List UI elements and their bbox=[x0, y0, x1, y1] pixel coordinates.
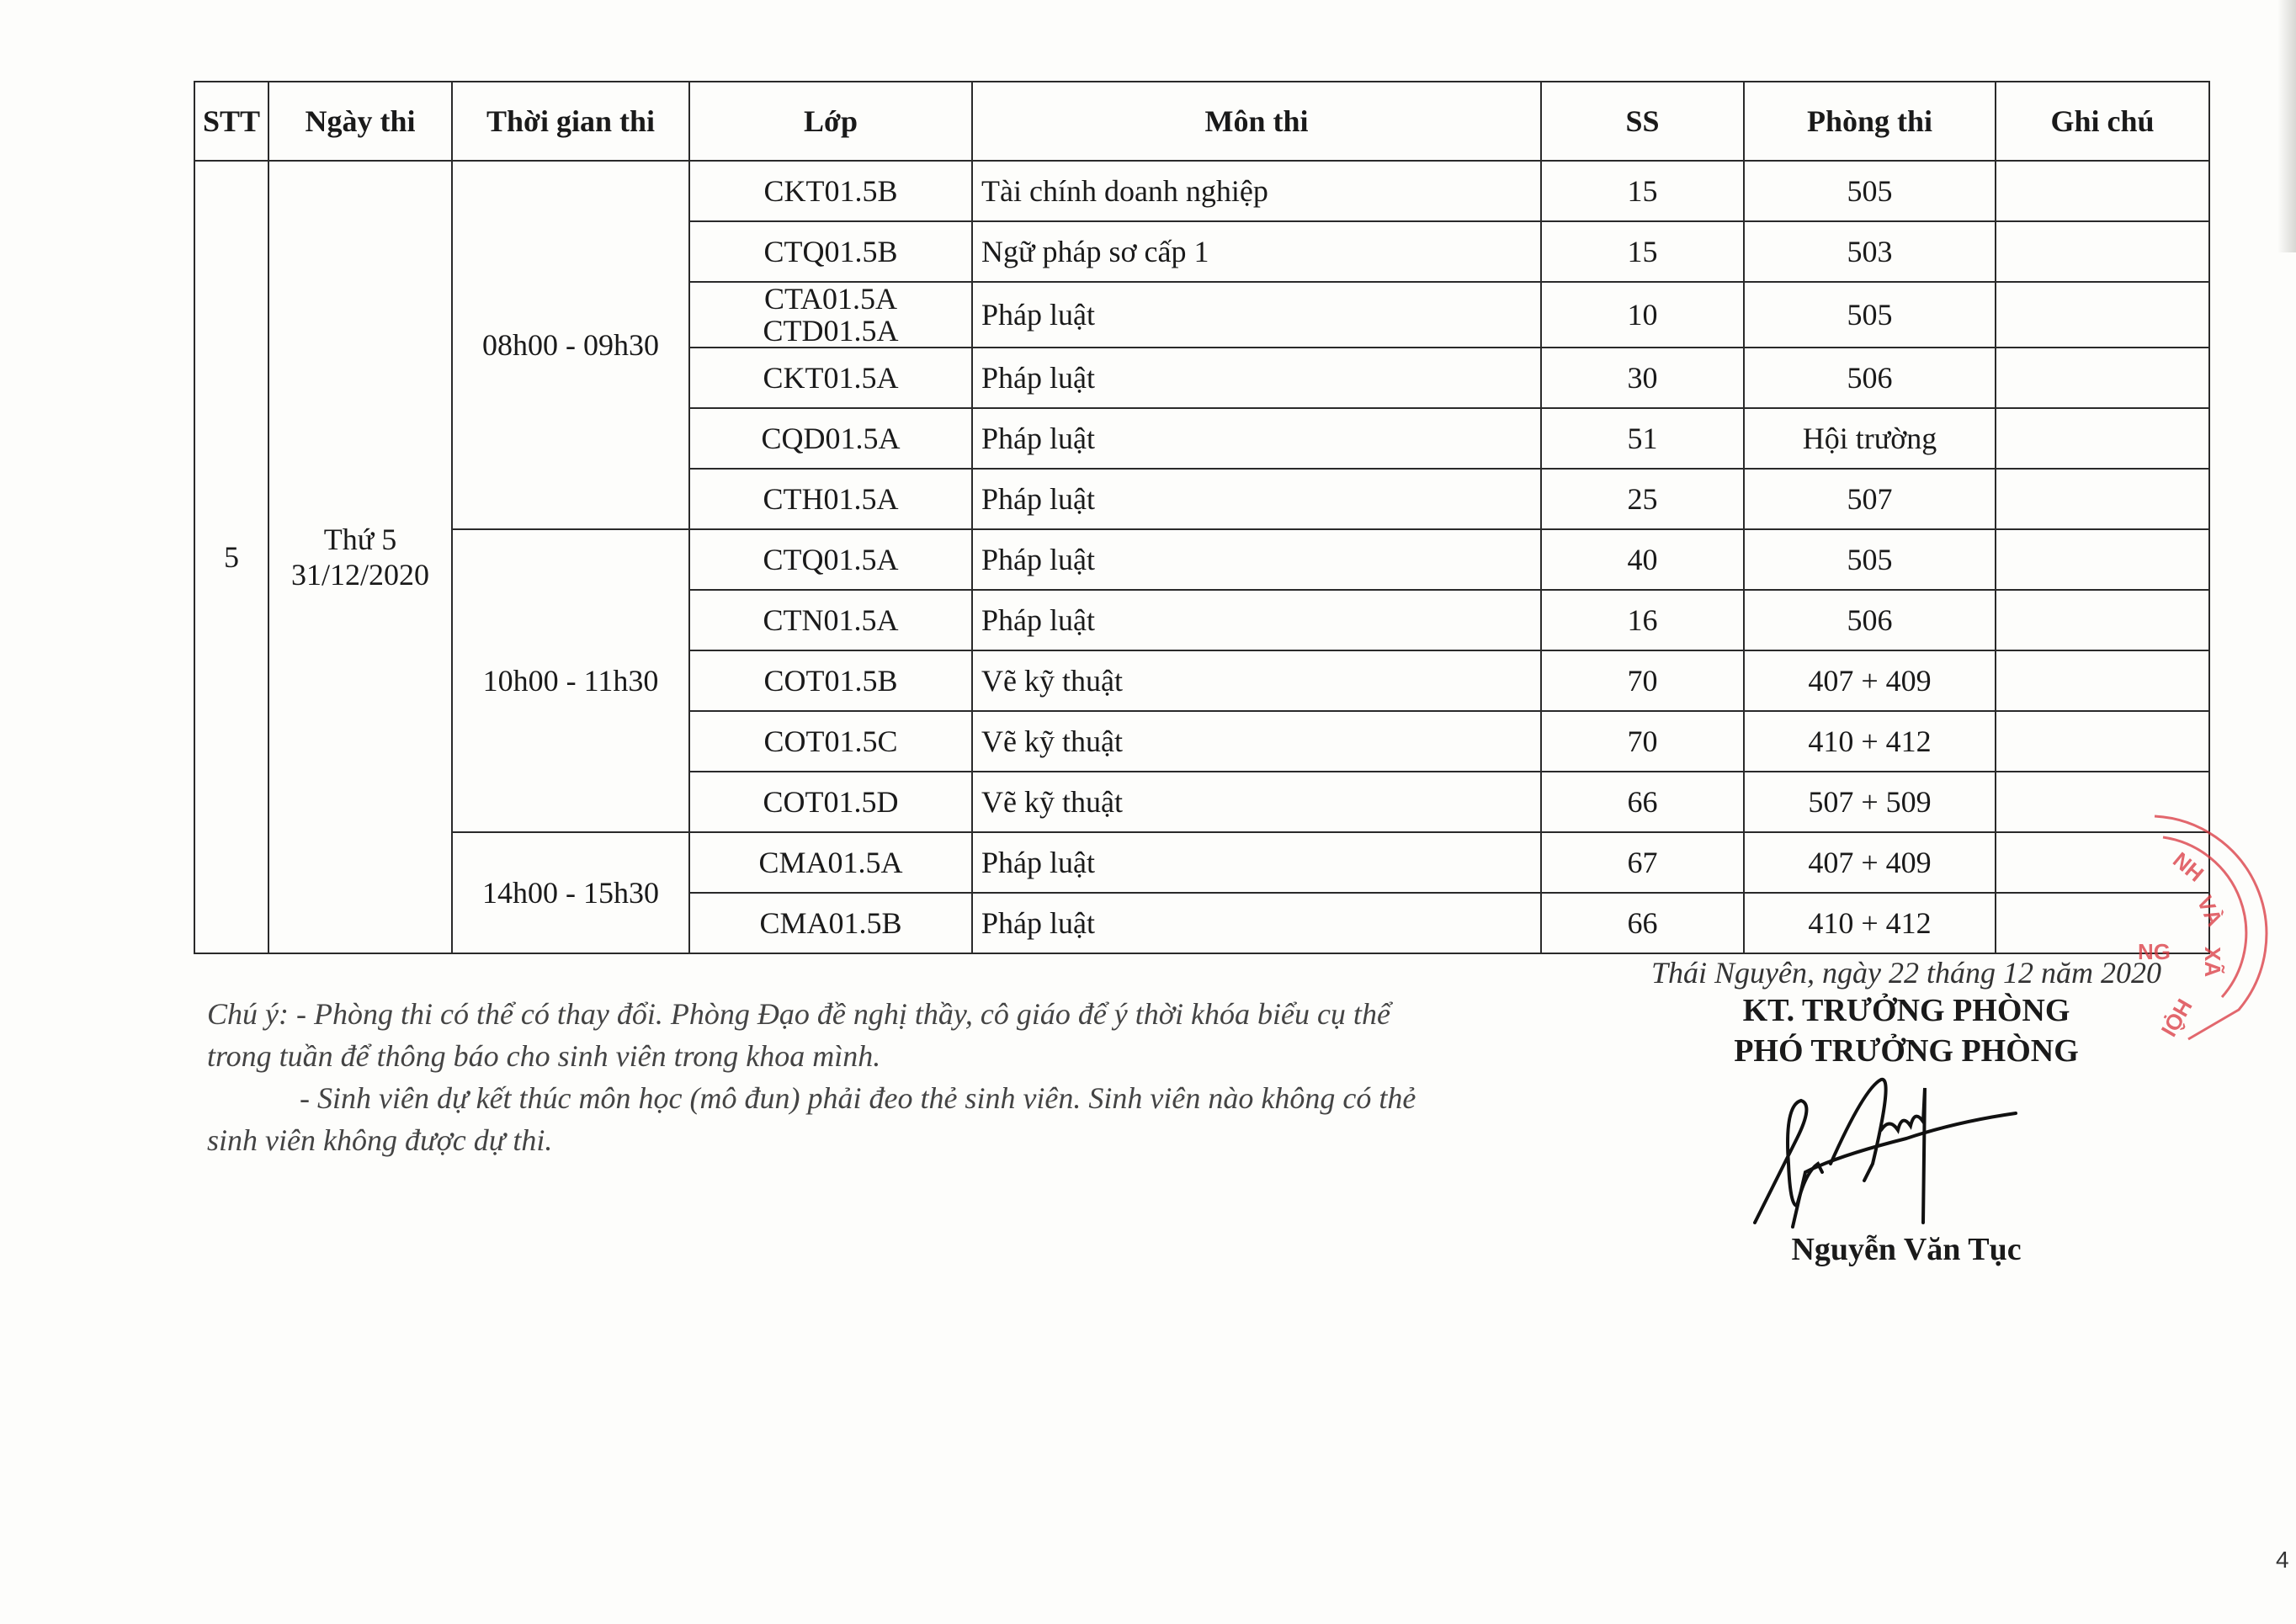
ss-cell: 15 bbox=[1541, 161, 1744, 221]
header-stt: STT bbox=[194, 82, 268, 161]
scan-edge bbox=[2277, 0, 2296, 252]
note-line: sinh viên không được dự thi. bbox=[207, 1123, 553, 1157]
class-cell: CTH01.5A bbox=[689, 469, 972, 529]
class-cell: CKT01.5B bbox=[689, 161, 972, 221]
ss-cell: 16 bbox=[1541, 590, 1744, 650]
page-number: 4 bbox=[2276, 1547, 2289, 1573]
room-cell: 410 + 412 bbox=[1744, 711, 1996, 772]
room-cell: 505 bbox=[1744, 161, 1996, 221]
note-cell bbox=[1996, 590, 2209, 650]
ss-cell: 66 bbox=[1541, 772, 1744, 832]
table-row bbox=[194, 529, 2209, 590]
table-row bbox=[194, 161, 2209, 221]
class-cell: CTQ01.5A bbox=[689, 529, 972, 590]
notes bbox=[207, 993, 1554, 1161]
room-cell: Hội trường bbox=[1744, 408, 1996, 469]
subject-cell: Pháp luật bbox=[972, 408, 1541, 469]
room-cell: 407 + 409 bbox=[1744, 650, 1996, 711]
red-stamp bbox=[2138, 799, 2289, 1052]
svg-text:NH: NH bbox=[2168, 846, 2209, 887]
class-cell: CTQ01.5B bbox=[689, 221, 972, 282]
subject-cell: Vẽ kỹ thuật bbox=[972, 650, 1541, 711]
room-cell: 407 + 409 bbox=[1744, 832, 1996, 893]
sign-title-2: PHÓ TRƯỞNG PHÒNG bbox=[1734, 1033, 2079, 1069]
table-row bbox=[194, 832, 2209, 893]
note-cell bbox=[1996, 529, 2209, 590]
room-cell: 410 + 412 bbox=[1744, 893, 1996, 953]
room-cell: 507 + 509 bbox=[1744, 772, 1996, 832]
class-cell bbox=[689, 282, 972, 348]
ss-cell: 10 bbox=[1541, 282, 1744, 348]
ss-cell: 30 bbox=[1541, 348, 1744, 408]
svg-text:HỘI: HỘI bbox=[2155, 995, 2198, 1042]
time-slot-cell: 10h00 - 11h30 bbox=[452, 529, 689, 832]
header-time: Thời gian thi bbox=[452, 82, 689, 161]
signer-name: Nguyễn Văn Tục bbox=[1791, 1232, 2022, 1267]
note-cell bbox=[1996, 282, 2209, 348]
header-ss: SS bbox=[1541, 82, 1744, 161]
subject-cell: Ngữ pháp sơ cấp 1 bbox=[972, 221, 1541, 282]
subject-cell: Pháp luật bbox=[972, 832, 1541, 893]
subject-cell: Pháp luật bbox=[972, 590, 1541, 650]
ss-cell: 70 bbox=[1541, 650, 1744, 711]
class-cell: COT01.5B bbox=[689, 650, 972, 711]
room-cell: 507 bbox=[1744, 469, 1996, 529]
class-code: CTA01.5A bbox=[763, 282, 898, 316]
exam-date: 31/12/2020 bbox=[290, 558, 429, 592]
room-cell: 505 bbox=[1744, 529, 1996, 590]
note-line: Chú ý: - Phòng thi có thể có thay đổi. Phòng Đạo đề nghị thầy, cô giáo để ý thời khóa biểu cụ thể bbox=[207, 997, 1390, 1031]
ss-cell: 25 bbox=[1541, 469, 1744, 529]
ss-cell: 15 bbox=[1541, 221, 1744, 282]
sign-date: Thái Nguyên, ngày 22 tháng 12 năm 2020 bbox=[1651, 956, 2161, 990]
note-cell bbox=[1996, 650, 2209, 711]
note-line: - Sinh viên dự kết thúc môn học (mô đun) phải đeo thẻ sinh viên. Sinh viên nào không có thẻ bbox=[300, 1081, 1416, 1115]
class-cell: CTN01.5A bbox=[689, 590, 972, 650]
ss-cell: 67 bbox=[1541, 832, 1744, 893]
signature-block bbox=[1582, 955, 2230, 1268]
note-cell bbox=[1996, 161, 2209, 221]
class-cell: COT01.5D bbox=[689, 772, 972, 832]
header-room: Phòng thi bbox=[1744, 82, 1996, 161]
svg-text:NG: NG bbox=[2138, 939, 2171, 964]
ss-cell: 66 bbox=[1541, 893, 1744, 953]
svg-text:XÃ: XÃ bbox=[2200, 947, 2225, 978]
room-cell: 505 bbox=[1744, 282, 1996, 348]
note-cell bbox=[1996, 348, 2209, 408]
table-header-row bbox=[194, 82, 2209, 161]
header-class: Lớp bbox=[689, 82, 972, 161]
note-line: trong tuần để thông báo cho sinh viên trong khoa mình. bbox=[207, 1039, 881, 1073]
subject-cell: Pháp luật bbox=[972, 282, 1541, 348]
room-cell: 506 bbox=[1744, 590, 1996, 650]
class-cell: CQD01.5A bbox=[689, 408, 972, 469]
note-cell bbox=[1996, 408, 2209, 469]
class-cell: COT01.5C bbox=[689, 711, 972, 772]
class-cell: CMA01.5B bbox=[689, 893, 972, 953]
subject-cell: Vẽ kỹ thuật bbox=[972, 711, 1541, 772]
header-note: Ghi chú bbox=[1996, 82, 2209, 161]
room-cell: 506 bbox=[1744, 348, 1996, 408]
sign-title-1: KT. TRƯỞNG PHÒNG bbox=[1742, 993, 2070, 1028]
svg-text:VÀ: VÀ bbox=[2192, 891, 2229, 931]
exam-day: Thứ 5 bbox=[323, 523, 397, 556]
header-subject: Môn thi bbox=[972, 82, 1541, 161]
subject-cell: Pháp luật bbox=[972, 469, 1541, 529]
stt-cell: 5 bbox=[194, 161, 268, 953]
ss-cell: 70 bbox=[1541, 711, 1744, 772]
note-cell bbox=[1996, 711, 2209, 772]
date-cell bbox=[268, 161, 452, 953]
subject-cell: Tài chính doanh nghiệp bbox=[972, 161, 1541, 221]
class-cell: CMA01.5A bbox=[689, 832, 972, 893]
class-code: CTD01.5A bbox=[763, 314, 899, 348]
class-cell: CKT01.5A bbox=[689, 348, 972, 408]
note-cell bbox=[1996, 221, 2209, 282]
room-cell: 503 bbox=[1744, 221, 1996, 282]
time-slot-cell: 14h00 - 15h30 bbox=[452, 832, 689, 953]
note-cell bbox=[1996, 469, 2209, 529]
exam-schedule-table bbox=[194, 81, 2210, 954]
subject-cell: Pháp luật bbox=[972, 348, 1541, 408]
subject-cell: Pháp luật bbox=[972, 529, 1541, 590]
time-slot-cell: 08h00 - 09h30 bbox=[452, 161, 689, 529]
subject-cell: Vẽ kỹ thuật bbox=[972, 772, 1541, 832]
ss-cell: 51 bbox=[1541, 408, 1744, 469]
ss-cell: 40 bbox=[1541, 529, 1744, 590]
subject-cell: Pháp luật bbox=[972, 893, 1541, 953]
handwritten-signature bbox=[1738, 1071, 2075, 1231]
header-date: Ngày thi bbox=[268, 82, 452, 161]
